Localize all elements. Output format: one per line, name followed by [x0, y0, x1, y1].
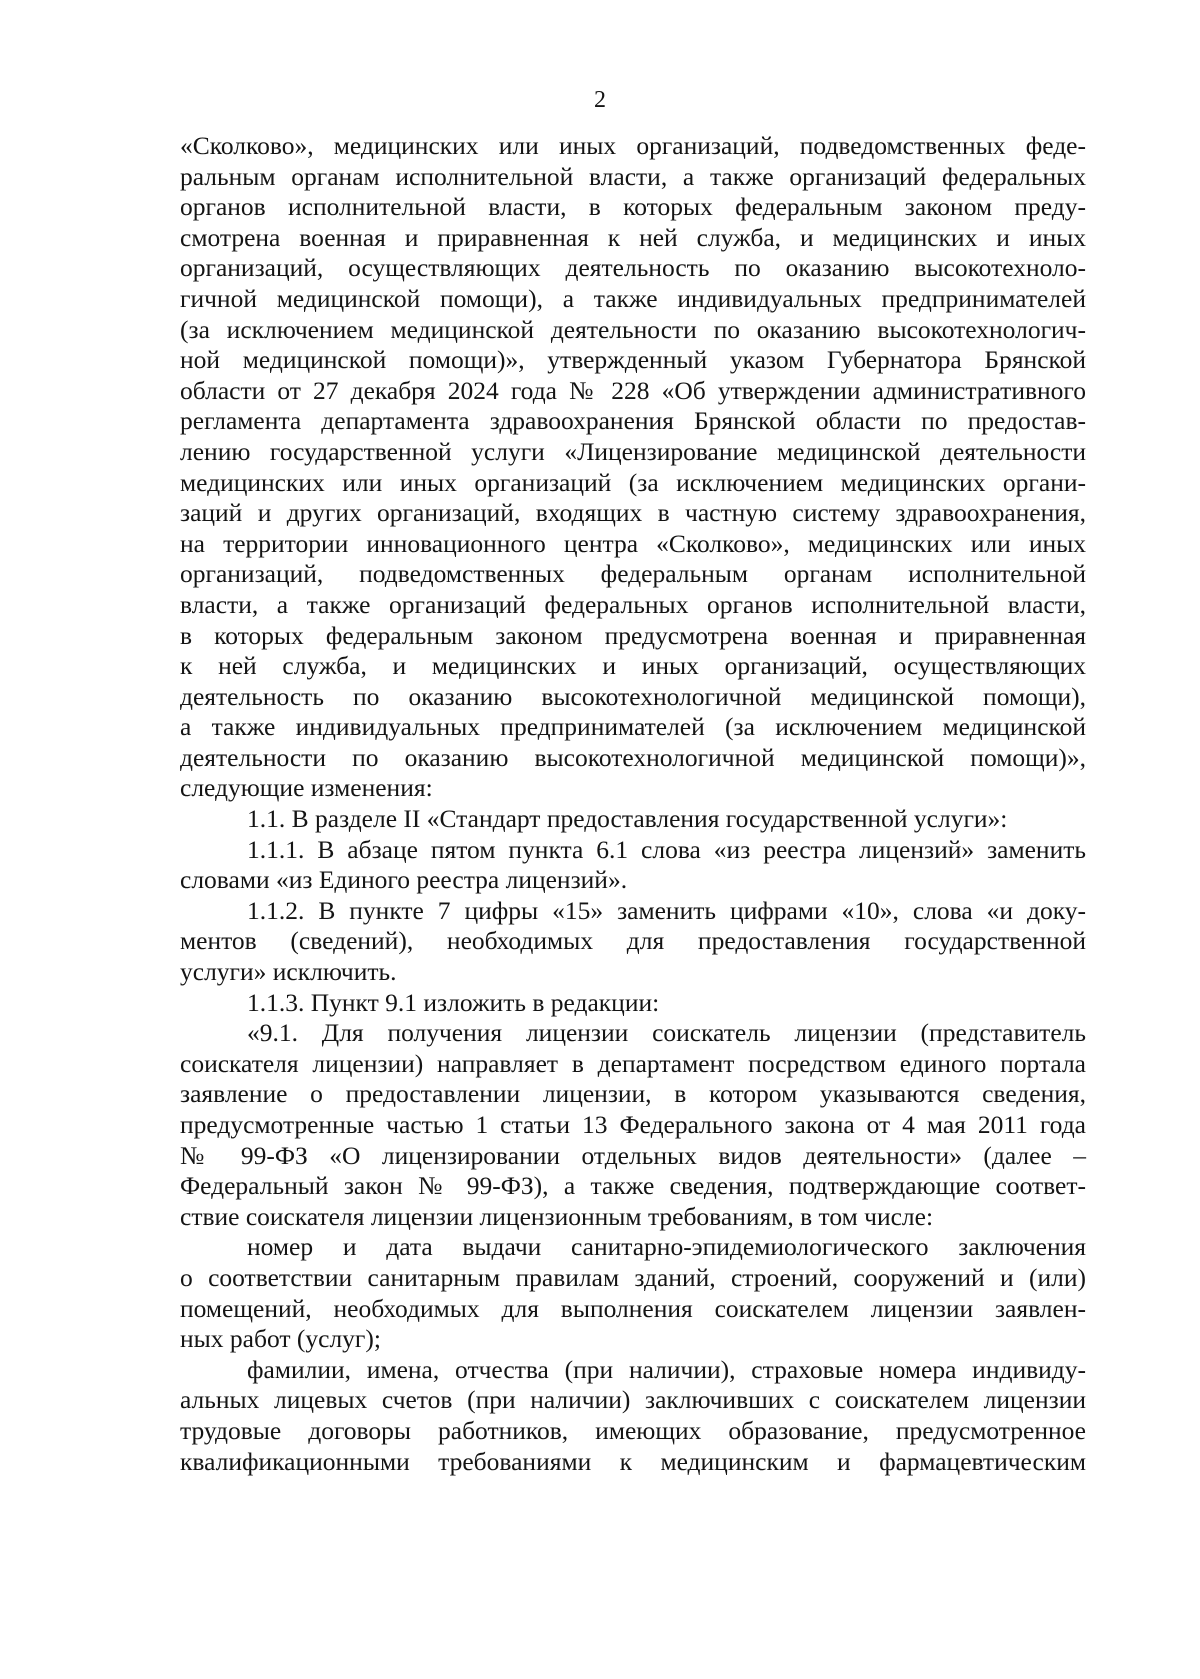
text-line: ных работ (услуг); [180, 1324, 381, 1354]
text-line: органов исполнительной власти, в которых федеральным законом преду- [180, 192, 1086, 222]
text-line: ствие соискателя лицензии лицензионным требованиям, в том числе: [180, 1201, 934, 1231]
text-line: организаций, подведомственных федеральным органам исполнительной [180, 559, 1086, 589]
document-body [180, 131, 1086, 1477]
text-line: 1.1.2. В пункте 7 цифры «15» заменить цифрами «10», слова «и доку- [247, 895, 1086, 925]
text-line: предусмотренные частью 1 статьи 13 Федерального закона от 4 мая 2011 года [180, 1110, 1086, 1139]
text-line: помещений, необходимых для выполнения соискателем лицензии заявлен- [180, 1293, 1086, 1323]
text-line: организаций, осуществляющих деятельность по оказанию высокотехноло- [180, 253, 1086, 283]
text-line: ной медицинской помощи)», утвержденный указом Губернатора Брянской [180, 345, 1086, 375]
text-line: деятельности по оказанию высокотехнологичной медицинской помощи)», [180, 742, 1086, 772]
text-line: соискателя лицензии) направляет в департамент посредством единого портала [180, 1048, 1086, 1078]
text-line: на территории инновационного центра «Сколково», медицинских или иных [180, 528, 1086, 558]
text-line: в которых федеральным законом предусмотрена военная и приравненная [180, 620, 1086, 650]
text-line: ментов (сведений), необходимых для предоставления государственной [180, 926, 1086, 956]
text-line: «9.1. Для получения лицензии соискатель лицензии (представитель [247, 1018, 1086, 1048]
text-line: 1.1.3. Пункт 9.1 изложить в редакции: [247, 987, 660, 1017]
text-line: (за исключением медицинской деятельности по оказанию высокотехнологич- [180, 314, 1086, 344]
text-line: гичной медицинской помощи), а также индивидуальных предпринимателей [180, 283, 1086, 313]
text-line: «Сколково», медицинских или иных организаций, подведомственных феде- [180, 131, 1086, 160]
text-line: заявление о предоставлении лицензии, в котором указываются сведения, [180, 1079, 1086, 1109]
text-line: альных лицевых счетов (при наличии) заключивших с соискателем лицензии [180, 1385, 1086, 1415]
text-line: смотрена военная и приравненная к ней служба, и медицинских и иных [180, 222, 1086, 252]
text-line: медицинских или иных организаций (за исключением медицинских органи- [180, 467, 1086, 497]
text-line: трудовые договоры работников, имеющих образование, предусмотренное [180, 1415, 1086, 1445]
text-line: области от 27 декабря 2024 года № 228 «Об утверждении административного [180, 375, 1086, 405]
text-line: словами «из Единого реестра лицензий». [180, 865, 628, 895]
text-line: заций и других организаций, входящих в частную систему здравоохранения, [180, 498, 1086, 528]
text-line: следующие изменения: [180, 773, 433, 803]
text-line: услуги» исключить. [180, 957, 397, 987]
text-line: о соответствии санитарным правилам зданий, строений, сооружений и (или) [180, 1262, 1086, 1292]
text-line: власти, а также организаций федеральных органов исполнительной власти, [180, 589, 1086, 619]
text-line: ральным органам исполнительной власти, а также организаций федеральных [180, 161, 1086, 191]
text-line: Федеральный закон № 99-ФЗ), а также сведения, подтверждающие соответ- [180, 1171, 1086, 1201]
text-line: фамилии, имена, отчества (при наличии), страховые номера индивиду- [247, 1354, 1086, 1384]
text-line: номер и дата выдачи санитарно-эпидемиологического заключения [247, 1232, 1086, 1262]
text-line: а также индивидуальных предпринимателей (за исключением медицинской [180, 712, 1086, 742]
text-line: лению государственной услуги «Лицензирование медицинской деятельности [180, 436, 1086, 466]
text-line: 1.1.1. В абзаце пятом пункта 6.1 слова «из реестра лицензий» заменить [247, 834, 1086, 864]
page-number: 2 [594, 87, 606, 113]
text-line: квалификационными требованиями к медицинским и фармацевтическим [180, 1446, 1086, 1476]
text-line: деятельность по оказанию высокотехнологичной медицинской помощи), [180, 681, 1086, 711]
text-line: к ней служба, и медицинских и иных организаций, осуществляющих [180, 651, 1086, 681]
text-line: № 99-ФЗ «О лицензировании отдельных видов деятельности» (далее – [180, 1140, 1086, 1170]
text-line: регламента департамента здравоохранения Брянской области по предостав- [180, 406, 1086, 436]
text-line: 1.1. В разделе II «Стандарт предоставления государственной услуги»: [247, 804, 1008, 834]
